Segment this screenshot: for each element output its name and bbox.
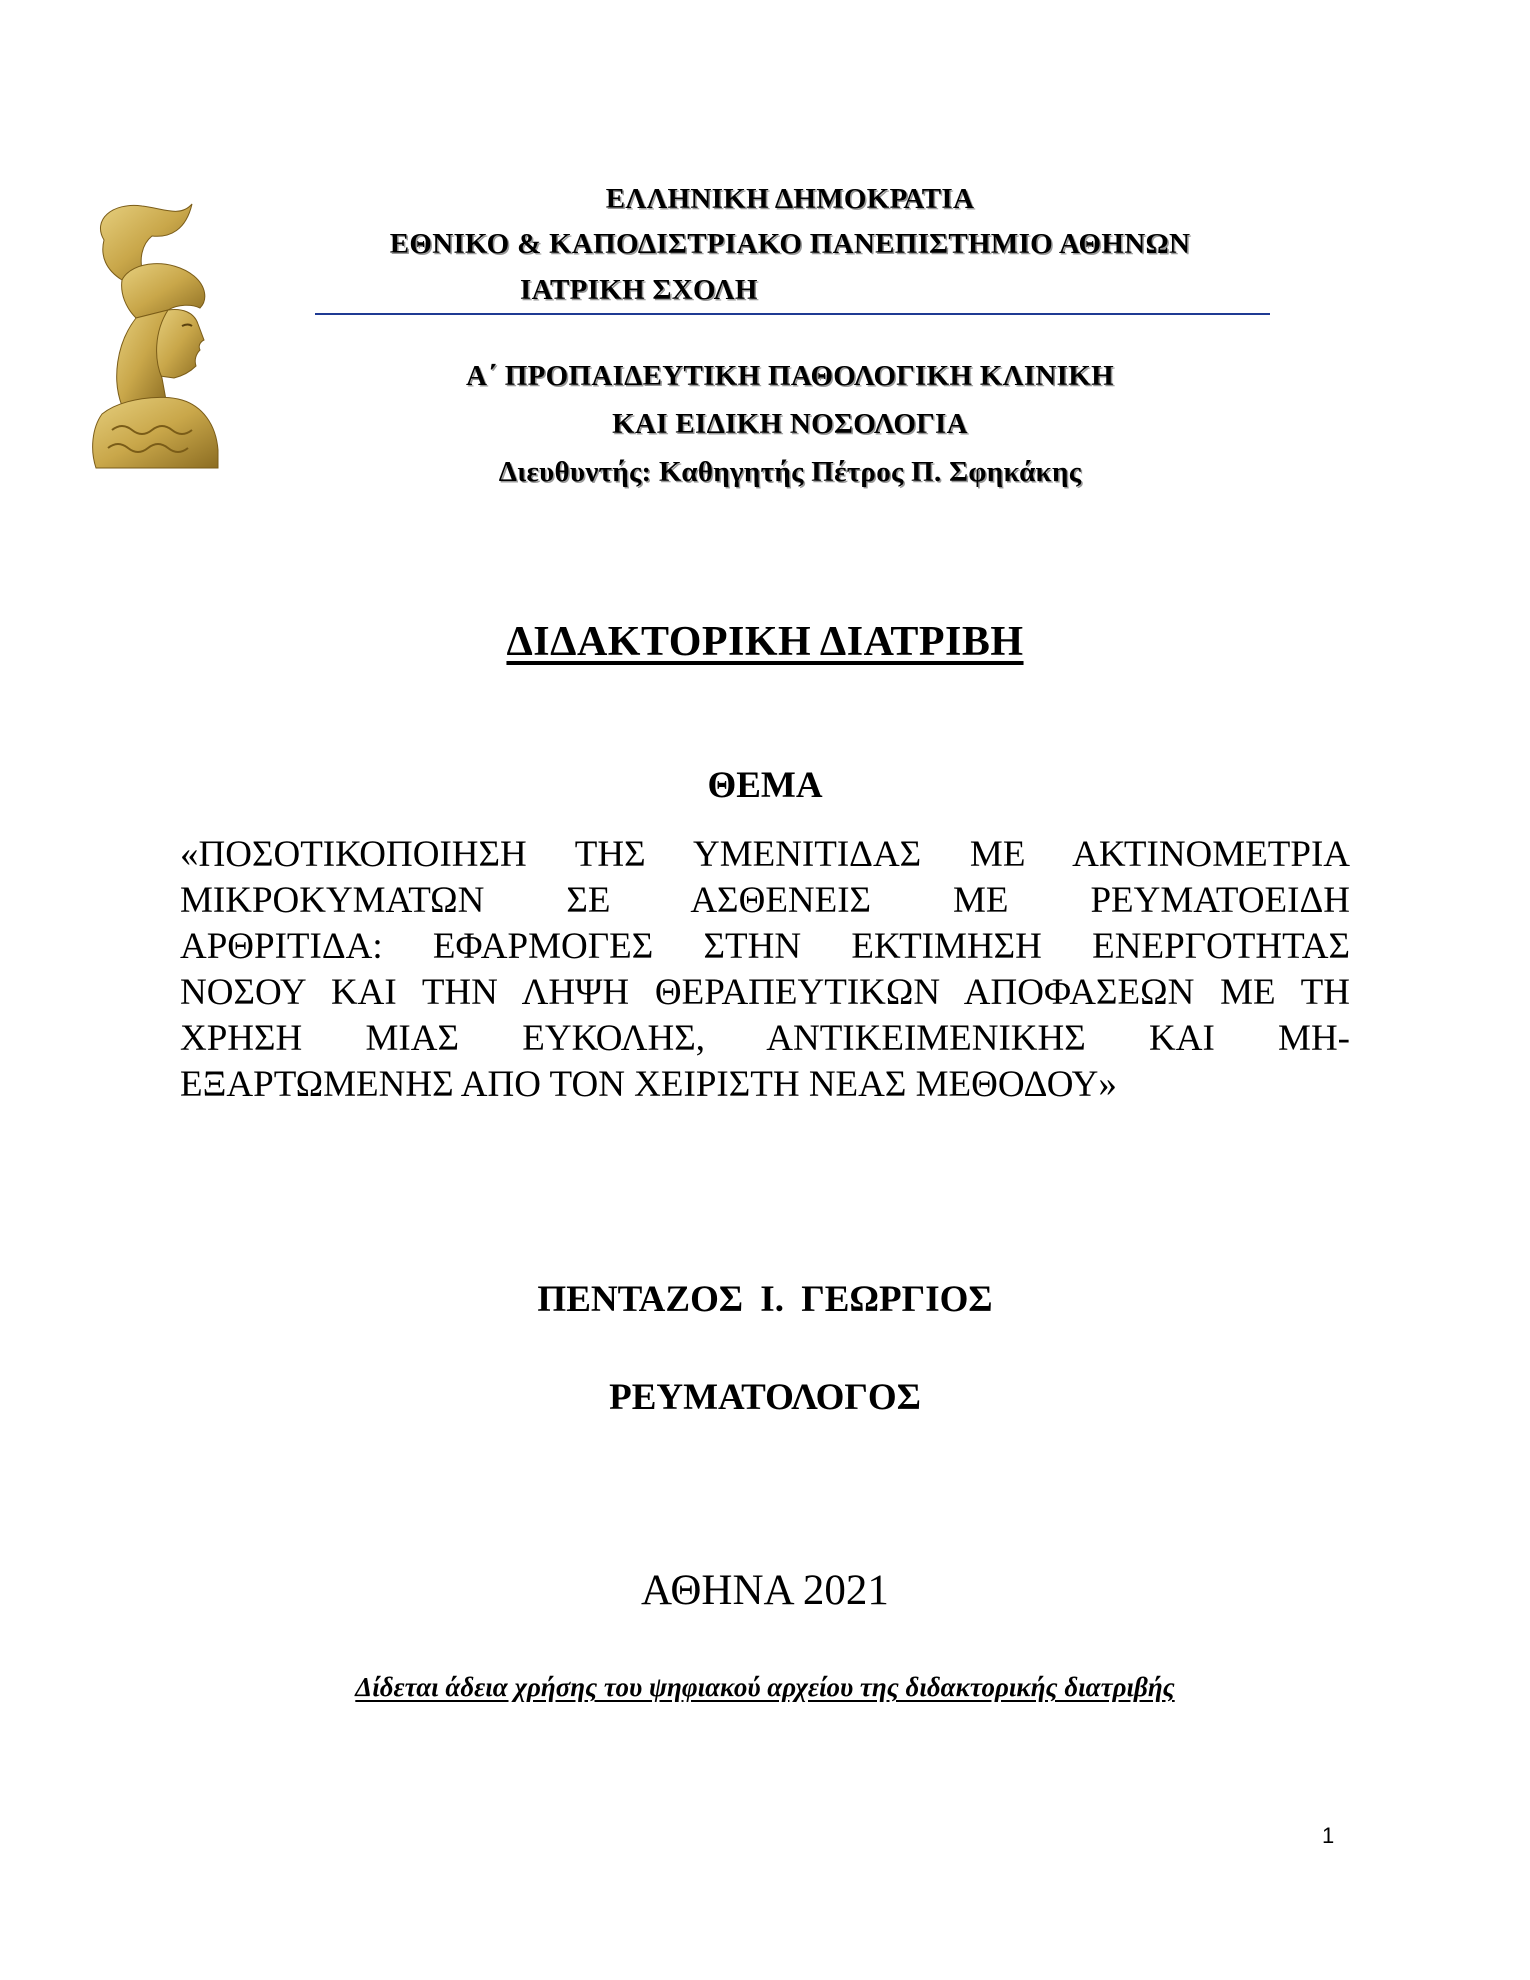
license-note: Δίδεται άδεια χρήσης του ψηφιακού αρχείου της διδακτορικής διατριβής <box>355 1672 1175 1702</box>
header-line-university: ΕΘΝΙΚΟ & ΚΑΠΟΔΙΣΤΡΙΑΚΟ ΠΑΝΕΠΙΣΤΗΜΙΟ ΑΘΗΝΩΝ <box>389 228 1191 260</box>
theme-line: ΜΙΚΡΟΚΥΜΑΤΩΝ ΣΕ ΑΣΘΕΝΕΙΣ ΜΕ ΡΕΥΜΑΤΟΕΙΔΗ <box>180 880 1350 921</box>
author-role: ΡΕΥΜΑΤΟΛΟΓΟΣ <box>609 1377 921 1418</box>
header-line-clinic: Α΄ ΠΡΟΠΑΙΔΕΥΤΙΚΗ ΠΑΘΟΛΟΓΙΚΗ ΚΛΙΝΙΚΗ <box>466 360 1114 392</box>
author-name: ΠΕΝΤΑΖΟΣ Ι. ΓΕΩΡΓΙΟΣ <box>537 1279 993 1320</box>
header-line-school: ΙΑΤΡΙΚΗ ΣΧΟΛΗ <box>520 274 758 306</box>
theme-line: ΕΞΑΡΤΩΜΕΝΗΣ ΑΠΟ ΤΟΝ ΧΕΙΡΙΣΤΗ ΝΕΑΣ ΜΕΘΟΔΟΥ» <box>180 1064 1117 1105</box>
header-line-country: ΕΛΛΗΝΙΚΗ ΔΗΜΟΚΡΑΤΙΑ <box>605 183 975 215</box>
header-line-nosology: ΚΑΙ ΕΙΔΙΚΗ ΝΟΣΟΛΟΓΙΑ <box>612 408 968 440</box>
header-divider <box>315 313 1270 315</box>
header-line-director: Διευθυντής: Καθηγητής Πέτρος Π. Σφηκάκης <box>498 456 1082 488</box>
theme-line: ΑΡΘΡΙΤΙΔΑ: ΕΦΑΡΜΟΓΕΣ ΣΤΗΝ ΕΚΤΙΜΗΣΗ ΕΝΕΡΓΟΤΗΤΑΣ <box>180 926 1350 967</box>
theme-line: «ΠΟΣΟΤΙΚΟΠΟΙΗΣΗ ΤΗΣ ΥΜΕΝΙΤΙΔΑΣ ΜΕ ΑΚΤΙΝΟΜΕΤΡΙΑ <box>180 834 1350 875</box>
theme-label: ΘΕΜΑ <box>707 765 823 806</box>
place-year: ΑΘΗΝΑ 2021 <box>641 1567 889 1614</box>
theme-line: ΝΟΣΟΥ ΚΑΙ ΤΗΝ ΛΗΨΗ ΘΕΡΑΠΕΥΤΙΚΩΝ ΑΠΟΦΑΣΕΩΝ ΜΕ ΤΗ <box>180 972 1350 1013</box>
athena-helmet-emblem-icon <box>82 200 232 470</box>
theme-line: ΧΡΗΣΗ ΜΙΑΣ ΕΥΚΟΛΗΣ, ΑΝΤΙΚΕΙΜΕΝΙΚΗΣ ΚΑΙ ΜΗ- <box>180 1018 1350 1059</box>
theme-text <box>180 832 1350 1108</box>
document-title: ΔΙΔΑΚΤΟΡΙΚΗ ΔΙΑΤΡΙΒΗ <box>506 619 1024 665</box>
page-number: 1 <box>1322 1823 1335 1848</box>
